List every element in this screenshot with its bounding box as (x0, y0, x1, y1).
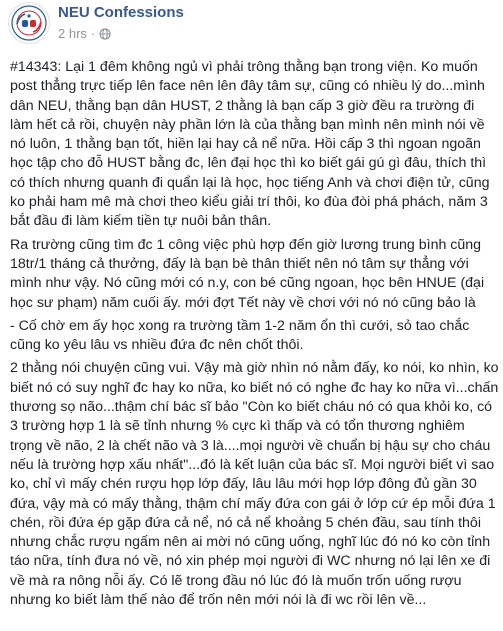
post-body (10, 58, 500, 614)
post-paragraph: #14343: Lại 1 đêm không ngủ vì phải trông thằng bạn trong viện. Ko muốn post thẳng trực tiếp lên face nên lên đây tâm sự, cũng có nhiều lý do...mình dân NEU, thằng bạn dân HUST, 2 thằng là bạn cấp 3 giờ đều ra trường đi làm hết cả rồi, chuyện này phần lớn là của thằng bạn mình nên mình nói về nó luôn, 1 thằng bạn tốt, hiền lại hay cả nể nữa. Hồi cấp 3 thì ngoan ngoãn học tập cho đỗ HUST bằng đc, lên đại học thì ko biết gái gú gì đâu, thích thì có thích nhưng quanh đi quẩn lại là học, học tiếng Anh và chơi điện tử, cũng ko phải ham mê mà chơi theo kiểu giải trí thôi, ko đùa đòi phá phách, năm 3 bắt đầu đi làm kiếm tiền tự nuôi bản thân. (10, 59, 490, 230)
post-timestamp[interactable]: 2 hrs (58, 26, 87, 41)
post-paragraph: 2 thằng nói chuyện cũng vui. Vậy mà giờ nhìn nó nằm đấy, ko nói, ko nhìn, ko biết nó có suy nghĩ đc hay ko nữa, ko biết nó có nghe đc hay ko nữa vì...chấn thương sọ não...thậm chí bác sĩ bảo "Còn ko biết cháu nó có qua khỏi ko, có 3 trường hợp 1 là sẽ tỉnh nhưng % cực kì thấp và có tổn thương nghiêm trọng về não, 2 là chết não và 3 là....mọi người về chuẩn bị hậu sự cho cháu nếu là trường hợp xấu nhất"...đó là kết luận của bác sĩ. Mọi người biết vì sao ko, chỉ vì mấy chén rượu họp lớp đấy, lâu lâu mới họp lớp đông đủ gần 30 đứa, vậy mà có mấy thằng, thậm chí mấy đứa con gái ở lớp cứ ép mỗi đứa 1 chén, rồi đứa ép gặp đứa cả nể, nó cả nể khoảng 5 chén đầu, sau tính thôi nhưng chắc rượu ngấm nên ai mời nó cũng uống, nghĩ lúc đó nó ko còn tỉnh táo nữa, tính đưa nó về, nó xin phép mọi người đi WC nhưng nó lại lên xe đi về mà ra nông nỗi ấy. Có lẽ trong đầu nó lúc đó là muốn trốn uống rượu nhưng ko biết làm thế nào để trốn nên mới nói là đi wc rồi lên về... (10, 360, 499, 609)
page-avatar[interactable] (8, 2, 50, 44)
post-paragraph: Ra trường cũng tìm đc 1 công việc phù hợp đến giờ lương trung bình cũng 18tr/1 tháng cả thưởng, đấy là bạn bè thân thiết nên nó tâm sự thẳng với mình như vậy. Nó cũng mới có n.y, con bé cũng ngoan, học bên HNUE (đại học sư phạm) năm cuối ấy. mới đợt Tết này về chơi với nó nó cũng bảo là (10, 236, 485, 311)
meta-separator: · (90, 26, 96, 41)
page-name-link[interactable]: NEU Confessions (58, 4, 184, 21)
neu-logo-icon (9, 3, 49, 43)
post-header (0, 0, 503, 52)
post-paragraph: - Cố chờ em ấy học xong ra trường tầm 1-2 năm ổn thì cưới, sỏ tao chắc cũng ko yêu lâu vs nhiều đứa đc nên chốt thôi. (10, 317, 470, 354)
post-meta (58, 26, 111, 41)
globe-icon[interactable] (99, 28, 111, 40)
